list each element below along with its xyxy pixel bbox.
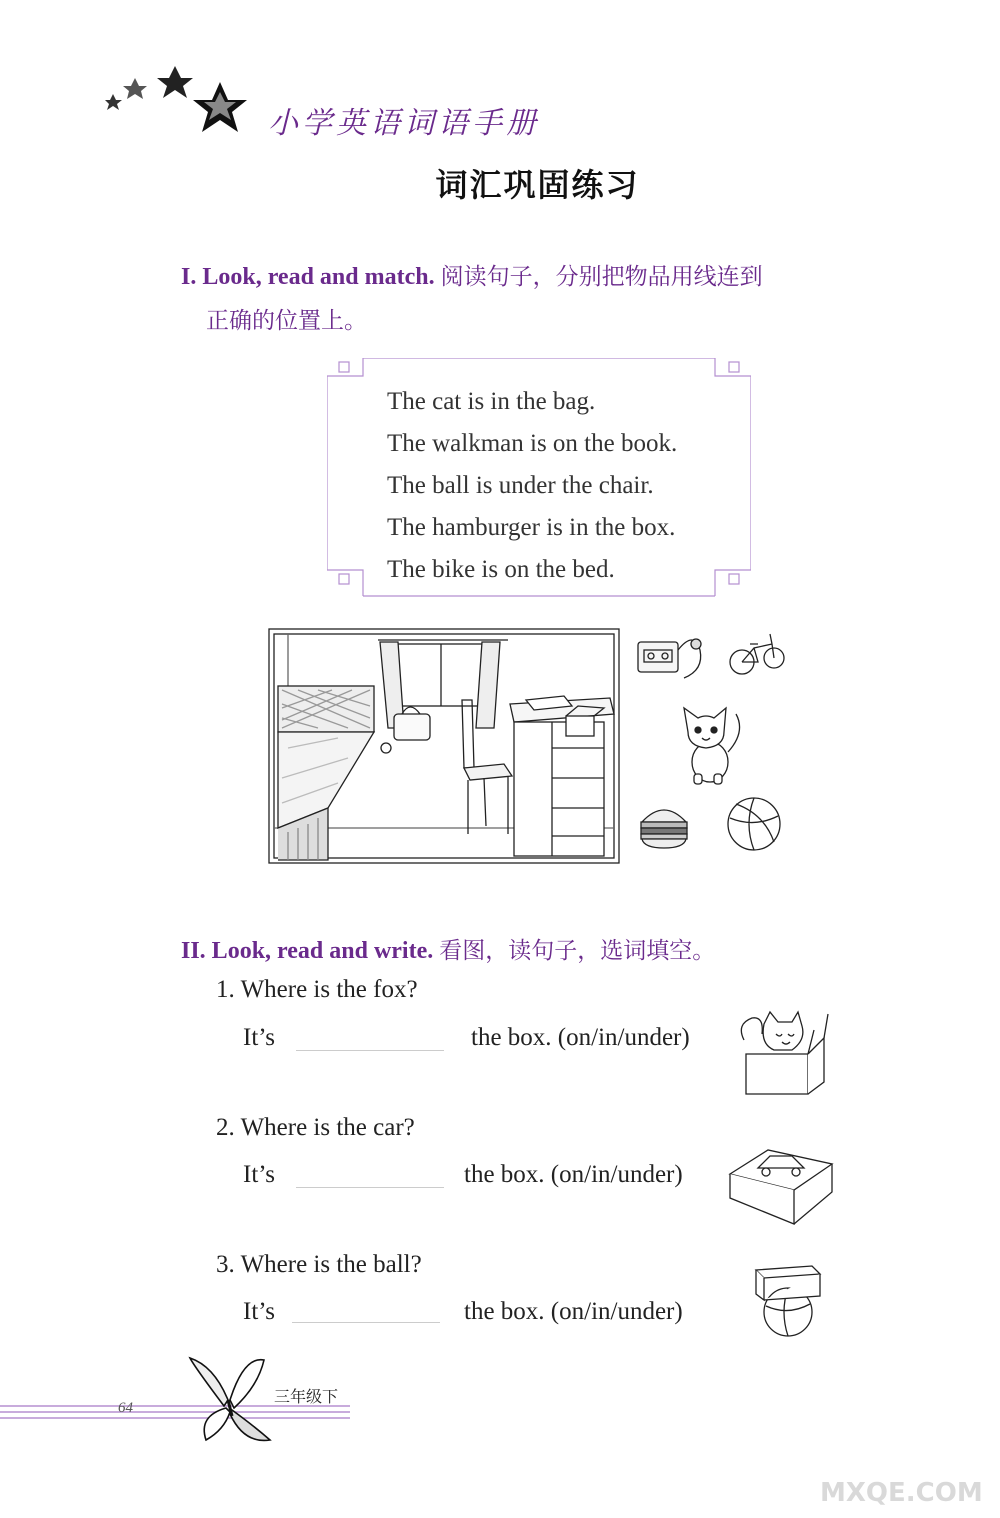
section1-heading-cn: 阅读句子，分别把物品用线连到 (440, 264, 763, 290)
answer-2-suffix: the box. (on/in/under) (464, 1161, 683, 1188)
section1-heading-en: I. Look, read and match. (181, 264, 435, 290)
grade-label: 三年级下 (274, 1387, 339, 1406)
butterfly-icon (184, 1356, 274, 1446)
section1-heading-cn-line2: 正确的位置上。 (206, 308, 367, 334)
question-2 (216, 1114, 415, 1142)
answer-1-prefix: It’s (243, 1024, 275, 1051)
answer-2-blank[interactable] (296, 1185, 444, 1188)
bike-icon (728, 628, 786, 684)
answer-3-suffix: the box. (on/in/under) (464, 1298, 683, 1325)
answer-3-prefix: It’s (243, 1298, 275, 1325)
ball-icon (724, 794, 784, 854)
sentence-1: The cat is in the bag. (387, 388, 596, 415)
watermark: MXQE.COM (820, 1478, 983, 1508)
page-number: 64 (118, 1400, 133, 1416)
section2-heading-cn: 看图，读句子，选词填空。 (439, 938, 716, 964)
answer-3-blank[interactable] (292, 1320, 440, 1323)
cat-icon (676, 702, 746, 786)
page-title: 词汇巩固练习 (435, 166, 640, 204)
sentence-2: The walkman is on the book. (387, 430, 678, 457)
header-stars-icon (105, 62, 255, 142)
question-2-number: 2. (216, 1114, 235, 1141)
question-3 (216, 1251, 422, 1279)
sentence-3: The ball is under the chair. (387, 472, 654, 499)
walkman-icon (634, 630, 706, 684)
ball-under-box-icon (752, 1260, 824, 1338)
fox-in-box-icon (736, 1010, 832, 1096)
question-1-number: 1. (216, 976, 235, 1003)
hamburger-icon (638, 800, 690, 850)
sentence-box (327, 358, 751, 588)
question-3-number: 3. (216, 1251, 235, 1278)
car-on-box-icon (728, 1142, 836, 1226)
section1-heading-line2 (206, 302, 367, 335)
question-1 (216, 976, 418, 1004)
answer-1-blank[interactable] (296, 1048, 444, 1051)
section2-heading (181, 932, 901, 965)
sentence-4: The hamburger is in the box. (387, 514, 676, 541)
book-title: 小学英语词语手册 (268, 106, 540, 141)
answer-1-suffix: the box. (on/in/under) (471, 1024, 690, 1051)
question-3-text: Where is the ball? (240, 1251, 422, 1278)
bedroom-illustration (268, 628, 620, 864)
question-1-text: Where is the fox? (240, 976, 418, 1003)
section2-heading-en: II. Look, read and write. (181, 938, 434, 964)
question-2-text: Where is the car? (240, 1114, 415, 1141)
sentence-5: The bike is on the bed. (387, 556, 615, 583)
section1-heading (181, 258, 901, 291)
answer-2-prefix: It’s (243, 1161, 275, 1188)
